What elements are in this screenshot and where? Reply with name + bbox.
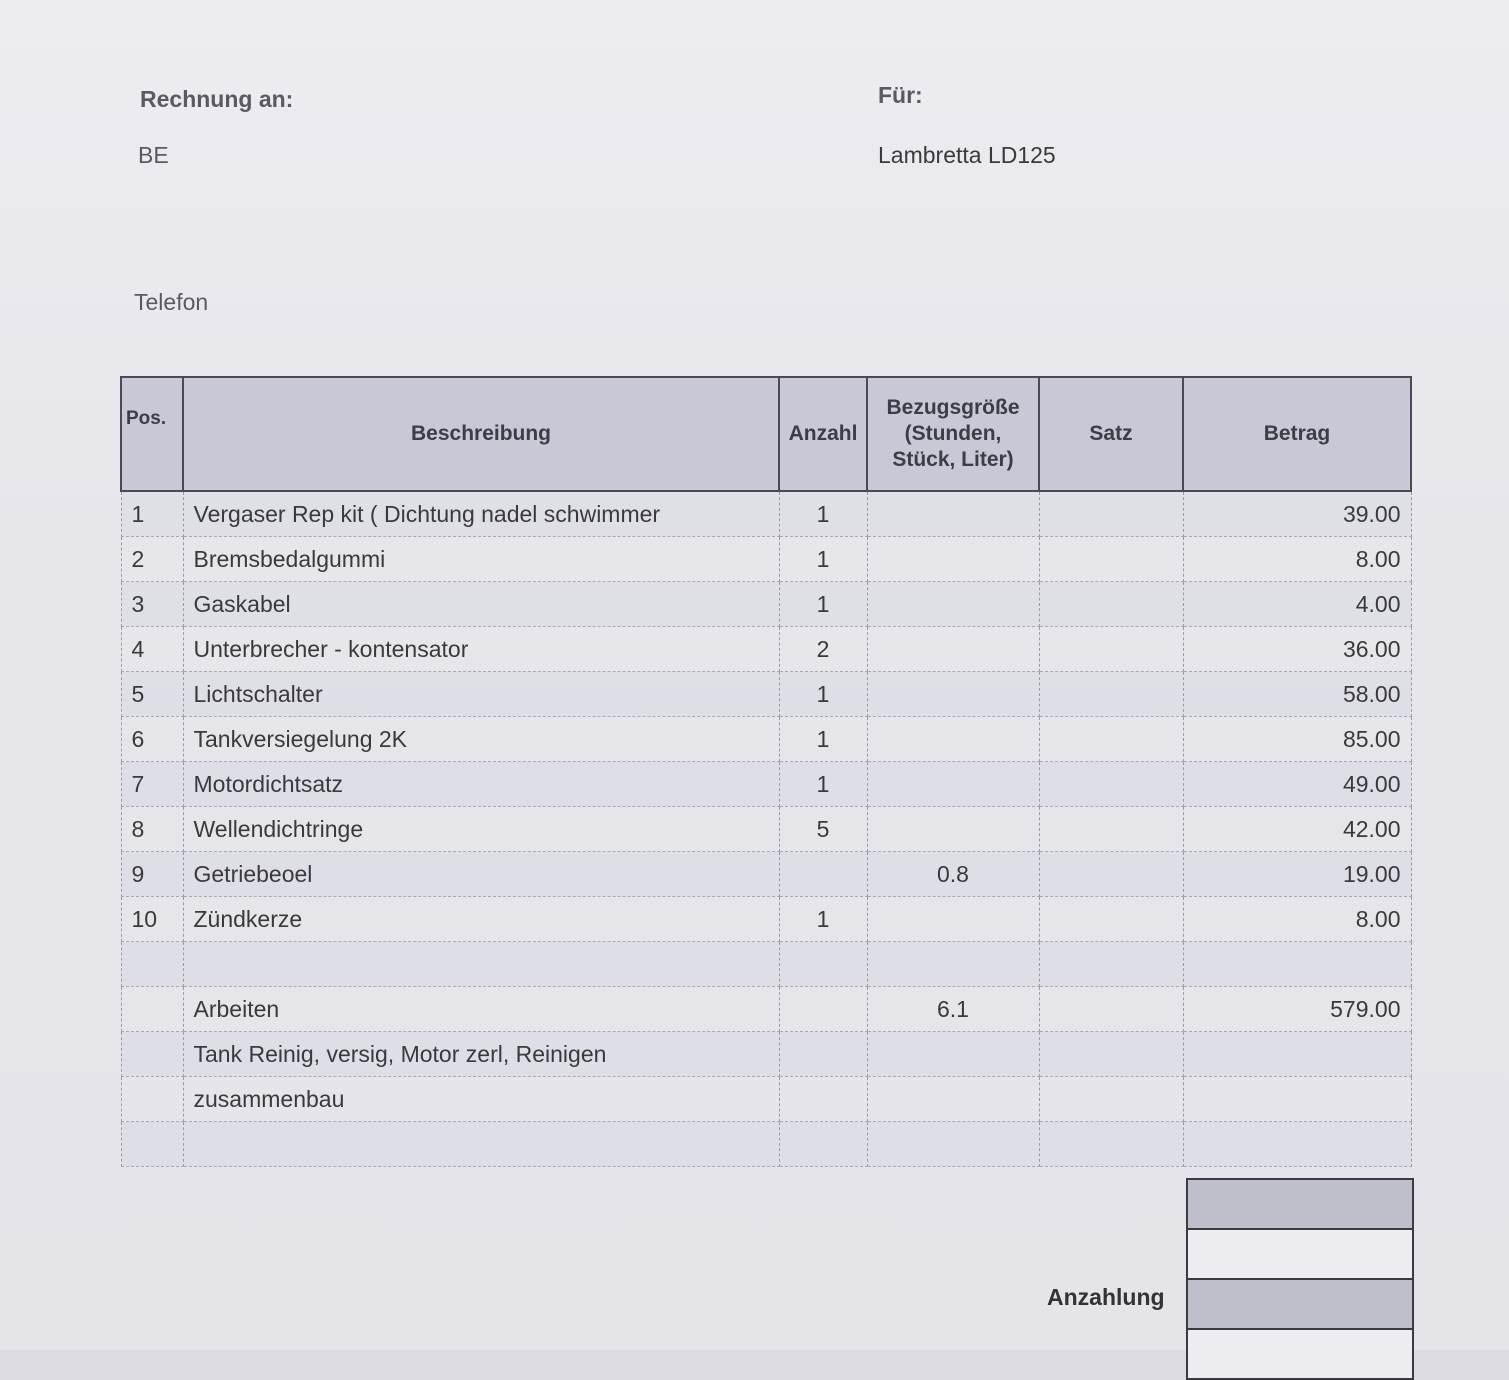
- row-unit: [867, 582, 1039, 627]
- row-quantity: 1: [779, 582, 867, 627]
- table-row: [121, 672, 1411, 717]
- row-amount: 36.00: [1183, 627, 1411, 672]
- table-row: [121, 1122, 1411, 1167]
- row-pos: 5: [121, 672, 183, 717]
- row-amount: [1183, 1077, 1411, 1122]
- row-description: Zündkerze: [183, 897, 779, 942]
- row-unit: [867, 491, 1039, 537]
- table-row: [121, 852, 1411, 897]
- row-quantity: [779, 1032, 867, 1077]
- row-quantity: 1: [779, 491, 867, 537]
- row-quantity: 1: [779, 672, 867, 717]
- table-row: [121, 582, 1411, 627]
- table-row: [121, 1032, 1411, 1077]
- phone-label: Telefon: [134, 289, 209, 315]
- row-description: Getriebeoel: [183, 852, 779, 897]
- row-quantity: 1: [779, 537, 867, 582]
- row-unit: [867, 1122, 1039, 1167]
- col-header-quantity: Anzahl: [779, 377, 867, 491]
- row-amount: 39.00: [1183, 491, 1411, 537]
- row-amount: 58.00: [1183, 672, 1411, 717]
- row-description: Tank Reinig, versig, Motor zerl, Reinigen: [183, 1032, 779, 1077]
- row-rate: [1039, 852, 1183, 897]
- row-amount: [1183, 1122, 1411, 1167]
- row-amount: 42.00: [1183, 807, 1411, 852]
- row-rate: [1039, 582, 1183, 627]
- row-amount: 8.00: [1183, 897, 1411, 942]
- row-rate: [1039, 762, 1183, 807]
- row-unit: [867, 762, 1039, 807]
- row-pos: [121, 942, 183, 987]
- row-description: Arbeiten: [183, 987, 779, 1032]
- row-pos: 4: [121, 627, 183, 672]
- total-box: [1186, 1230, 1414, 1280]
- row-unit: [867, 1032, 1039, 1077]
- total-box: [1186, 1178, 1414, 1230]
- row-pos: 3: [121, 582, 183, 627]
- row-quantity: 1: [779, 897, 867, 942]
- row-unit: [867, 897, 1039, 942]
- row-amount: 579.00: [1183, 987, 1411, 1032]
- bill-to-value: BE: [138, 142, 169, 168]
- table-row: [121, 942, 1411, 987]
- row-pos: [121, 1122, 183, 1167]
- row-pos: 6: [121, 717, 183, 762]
- row-rate: [1039, 987, 1183, 1032]
- row-unit: [867, 537, 1039, 582]
- row-rate: [1039, 627, 1183, 672]
- table-row: [121, 807, 1411, 852]
- col-header-description: Beschreibung: [183, 377, 779, 491]
- row-pos: [121, 1077, 183, 1122]
- row-unit: [867, 807, 1039, 852]
- table-row: [121, 762, 1411, 807]
- col-header-pos: Pos.: [121, 377, 183, 491]
- row-description: Bremsbedalgummi: [183, 537, 779, 582]
- row-description: Tankversiegelung 2K: [183, 717, 779, 762]
- row-quantity: 1: [779, 762, 867, 807]
- row-quantity: 2: [779, 627, 867, 672]
- row-unit: [867, 672, 1039, 717]
- row-pos: 8: [121, 807, 183, 852]
- table-row: [121, 717, 1411, 762]
- row-pos: 7: [121, 762, 183, 807]
- row-pos: 9: [121, 852, 183, 897]
- row-rate: [1039, 1032, 1183, 1077]
- row-unit: [867, 627, 1039, 672]
- row-quantity: [779, 942, 867, 987]
- row-rate: [1039, 537, 1183, 582]
- deposit-box: [1186, 1280, 1414, 1330]
- row-description: Unterbrecher - kontensator: [183, 627, 779, 672]
- row-amount: 8.00: [1183, 537, 1411, 582]
- table-row: [121, 537, 1411, 582]
- row-amount: [1183, 942, 1411, 987]
- row-description: Lichtschalter: [183, 672, 779, 717]
- row-amount: 85.00: [1183, 717, 1411, 762]
- row-amount: 49.00: [1183, 762, 1411, 807]
- row-rate: [1039, 1077, 1183, 1122]
- row-unit: 6.1: [867, 987, 1039, 1032]
- row-unit: [867, 1077, 1039, 1122]
- row-rate: [1039, 1122, 1183, 1167]
- table-row: [121, 491, 1411, 537]
- row-quantity: [779, 1077, 867, 1122]
- row-pos: 10: [121, 897, 183, 942]
- row-pos: 2: [121, 537, 183, 582]
- col-header-amount: Betrag: [1183, 377, 1411, 491]
- table-row: [121, 897, 1411, 942]
- bill-to-label: Rechnung an:: [140, 86, 294, 112]
- row-quantity: 1: [779, 717, 867, 762]
- row-quantity: [779, 1122, 867, 1167]
- col-header-unit: Bezugsgröße (Stunden, Stück, Liter): [867, 377, 1039, 491]
- row-description: Vergaser Rep kit ( Dichtung nadel schwimmer: [183, 491, 779, 537]
- table-row: [121, 987, 1411, 1032]
- row-rate: [1039, 897, 1183, 942]
- table-row: [121, 627, 1411, 672]
- table-header-row: [121, 377, 1411, 491]
- row-pos: 1: [121, 491, 183, 537]
- row-description: zusammenbau: [183, 1077, 779, 1122]
- row-description: [183, 1122, 779, 1167]
- table-row: [121, 1077, 1411, 1122]
- for-label: Für:: [878, 82, 923, 108]
- row-rate: [1039, 942, 1183, 987]
- row-quantity: [779, 987, 867, 1032]
- row-description: Wellendichtringe: [183, 807, 779, 852]
- table-body: [121, 491, 1411, 1167]
- row-quantity: [779, 852, 867, 897]
- row-unit: 0.8: [867, 852, 1039, 897]
- row-amount: 19.00: [1183, 852, 1411, 897]
- deposit-label: Anzahlung: [1047, 1284, 1165, 1310]
- row-unit: [867, 717, 1039, 762]
- row-amount: [1183, 1032, 1411, 1077]
- col-header-rate: Satz: [1039, 377, 1183, 491]
- row-description: Gaskabel: [183, 582, 779, 627]
- total-box: [1186, 1330, 1414, 1380]
- row-rate: [1039, 672, 1183, 717]
- row-quantity: 5: [779, 807, 867, 852]
- row-rate: [1039, 807, 1183, 852]
- for-value: Lambretta LD125: [878, 142, 1056, 168]
- row-description: Motordichtsatz: [183, 762, 779, 807]
- row-rate: [1039, 491, 1183, 537]
- row-description: [183, 942, 779, 987]
- row-pos: [121, 987, 183, 1032]
- row-amount: 4.00: [1183, 582, 1411, 627]
- row-rate: [1039, 717, 1183, 762]
- row-unit: [867, 942, 1039, 987]
- row-pos: [121, 1032, 183, 1077]
- invoice-table: [120, 376, 1412, 1167]
